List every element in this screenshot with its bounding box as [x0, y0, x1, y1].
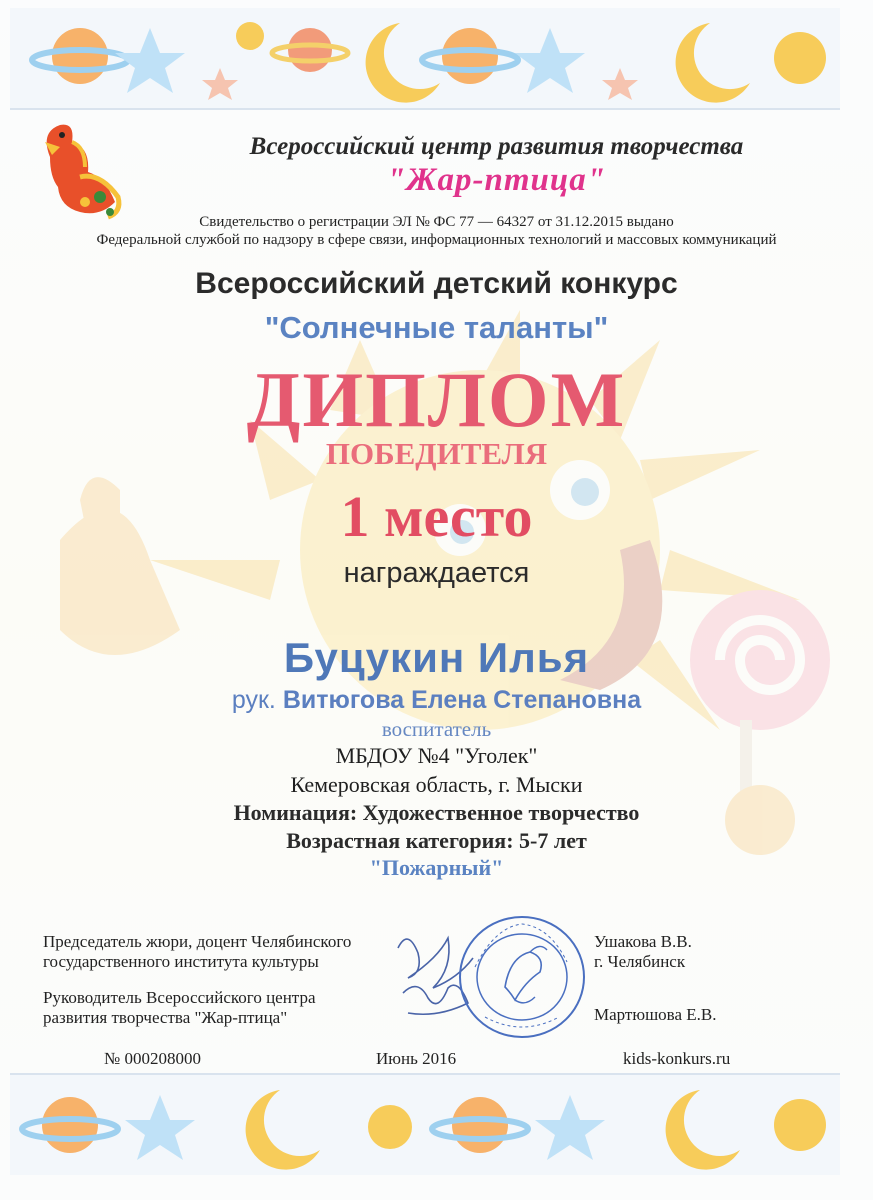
org-brand: "Жар-птица": [386, 162, 607, 198]
recipient-name: Буцукин Илья: [283, 634, 590, 681]
mentor-name: Витюгова Елена Степановна: [282, 686, 642, 714]
mentor-prefix: рук.: [231, 686, 276, 714]
head-name: Мартюшова Е.В.: [594, 1005, 717, 1024]
decorative-bottom-border: [10, 1075, 840, 1175]
website-label: kids-konkurs.ru: [623, 1049, 731, 1068]
chair-city: г. Челябинск: [594, 952, 686, 971]
contest-title: Всероссийский детский конкурс: [195, 267, 678, 300]
age-category: Возрастная категория: 5-7 лет: [286, 828, 587, 853]
place-label: 1 место: [340, 484, 533, 549]
stamp-seal-icon: [455, 912, 590, 1042]
institution: МБДОУ №4 "Уголек": [335, 743, 538, 768]
winner-label: ПОБЕДИТЕЛЯ: [325, 436, 548, 471]
registration-line-2: Федеральной службой по надзору в сфере связи, информационных технологий и массовых коммуникаций: [96, 232, 777, 248]
bottom-border-rule: [10, 1073, 840, 1075]
document-date: Июнь 2016: [376, 1049, 457, 1068]
chair-name: Ушакова В.В.: [594, 932, 692, 951]
document-number: № 000208000: [104, 1049, 201, 1068]
mentor-line: [0, 686, 873, 715]
contest-name: "Солнечные таланты": [264, 310, 609, 345]
chair-title-line-2: государственного института культуры: [43, 952, 319, 971]
awarded-label: награждается: [343, 557, 530, 589]
region: Кемеровская область, г. Мыски: [290, 772, 583, 797]
head-title-line-1: Руководитель Всероссийского центра: [43, 988, 316, 1007]
work-title: "Пожарный": [369, 855, 504, 880]
nomination: Номинация: Художественное творчество: [233, 800, 640, 825]
org-name: Всероссийский центр развития творчества: [249, 133, 744, 160]
mentor-role: воспитатель: [381, 717, 492, 741]
head-title-line-2: развития творчества "Жар-птица": [43, 1008, 288, 1027]
registration-line-1: Свидетельство о регистрации ЭЛ № ФС 77 — 64327 от 31.12.2015 выдано: [199, 214, 674, 230]
decorative-top-border: [10, 8, 840, 108]
diploma-title: ДИПЛОМ: [246, 356, 627, 443]
top-border-rule: [10, 108, 840, 110]
chair-title-line-1: Председатель жюри, доцент Челябинского: [43, 932, 352, 951]
